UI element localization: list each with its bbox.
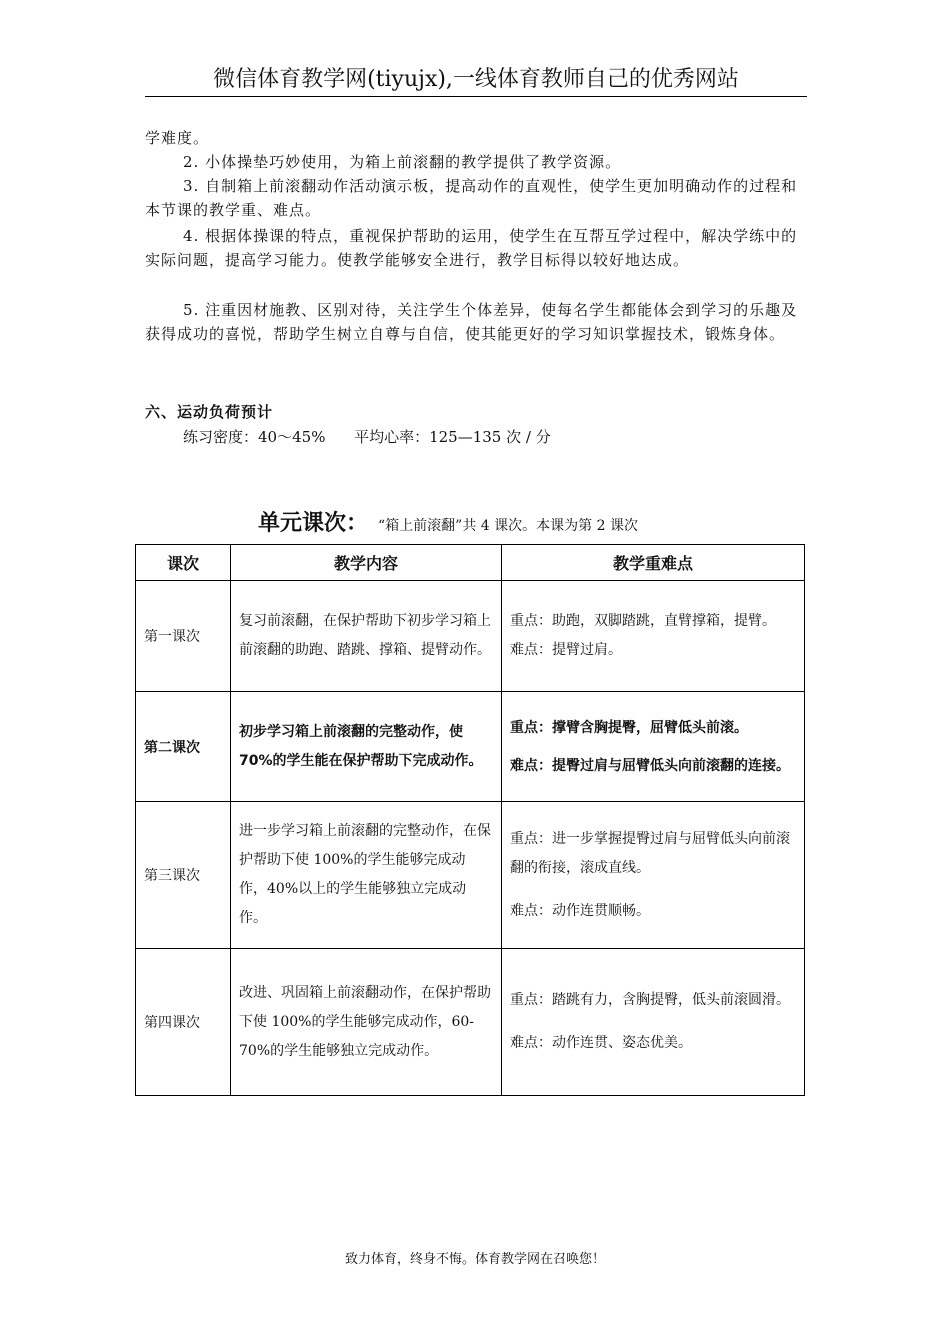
key-point: 重点：助跑，双脚踏跳，直臂撑箱，提臂。 [510,613,776,629]
header-divider [145,96,807,97]
key-point: 重点：进一步掌握提臀过肩与屈臂低头向前滚翻的衔接，滚成直线。 [510,830,790,876]
lesson-cell: 第二课次 [136,692,231,802]
table-row [136,692,805,802]
difficulty-point: 难点：提臀过肩与屈臂低头向前滚翻的连接。 [510,757,790,774]
content-cell: 初步学习箱上前滚翻的完整动作，使 70%的学生能在保护帮助下完成动作。 [231,692,502,802]
heart-rate-value: 125—135 次 / 分 [429,428,551,446]
density-label: 练习密度： [183,428,259,446]
key-point: 重点：撑臂含胸提臀，屈臂低头前滚。 [510,719,748,736]
lesson-table [135,544,805,1096]
lesson-cell: 第四课次 [136,949,231,1096]
key-point: 重点：踏跳有力，含胸提臀，低头前滚圆滑。 [510,992,790,1008]
paragraph-item-2: 2. 小体操垫巧妙使用，为箱上前滚翻的教学提供了教学资源。 [183,153,622,171]
content-cell: 进一步学习箱上前滚翻的完整动作，在保护帮助下使 100%的学生能够完成动作，40%以上的学生能够独立完成动作。 [231,802,502,949]
unit-subtitle: “箱上前滚翻”共 4 课次。本课为第 2 课次 [378,518,638,534]
page-header: 微信体育教学网(tiyujx),一线体育教师自己的优秀网站 [213,67,739,92]
content-cell: 复习前滚翻，在保护帮助下初步学习箱上前滚翻的助跑、踏跳、撑箱、提臂动作。 [231,581,502,692]
key-points-cell [502,581,805,692]
key-points-cell [502,802,805,949]
table-header-row [136,545,805,581]
paragraph-item-4: 4. 根据体操课的特点，重视保护帮助的运用，使学生在互帮互学过程中，解决学练中的实际问题，提高学习能力。使教学能够安全进行，教学目标得以较好地达成。 [145,227,798,269]
lesson-cell: 第三课次 [136,802,231,949]
page-footer: 致力体育，终身不悔。体育教学网在召唤您！ [344,1252,605,1267]
header-lesson: 课次 [136,545,231,581]
paragraph-continuation: 学难度。 [145,129,210,147]
table-row [136,949,805,1096]
section-title-load: 六、运动负荷预计 [145,403,274,421]
unit-title [258,506,638,537]
density-value: 40～45% [258,428,326,446]
header-key-points: 教学重难点 [502,545,805,581]
key-points-cell [502,692,805,802]
difficulty-point: 难点：提臂过肩。 [510,642,622,658]
key-points-cell [502,949,805,1096]
content-cell: 改进、巩固箱上前滚翻动作，在保护帮助下使 100%的学生能够完成动作，60-70%的学生能够独立完成动作。 [231,949,502,1096]
table-row [136,581,805,692]
load-estimate [183,425,551,449]
paragraph-item-3: 3. 自制箱上前滚翻动作活动演示板，提高动作的直观性，使学生更加明确动作的过程和本节课的教学重、难点。 [145,177,798,219]
heart-rate-label: 平均心率： [354,428,430,446]
paragraph-item-5: 5. 注重因材施教、区别对待，关注学生个体差异，使每名学生都能体会到学习的乐趣及获得成功的喜悦，帮助学生树立自尊与自信，使其能更好的学习知识掌握技术，锻炼身体。 [145,301,798,343]
table-row [136,802,805,949]
difficulty-point: 难点：动作连贯、姿态优美。 [510,1035,692,1051]
difficulty-point: 难点：动作连贯顺畅。 [510,902,650,919]
unit-title-label: 单元课次： [258,511,369,536]
header-content: 教学内容 [231,545,502,581]
lesson-cell: 第一课次 [136,581,231,692]
